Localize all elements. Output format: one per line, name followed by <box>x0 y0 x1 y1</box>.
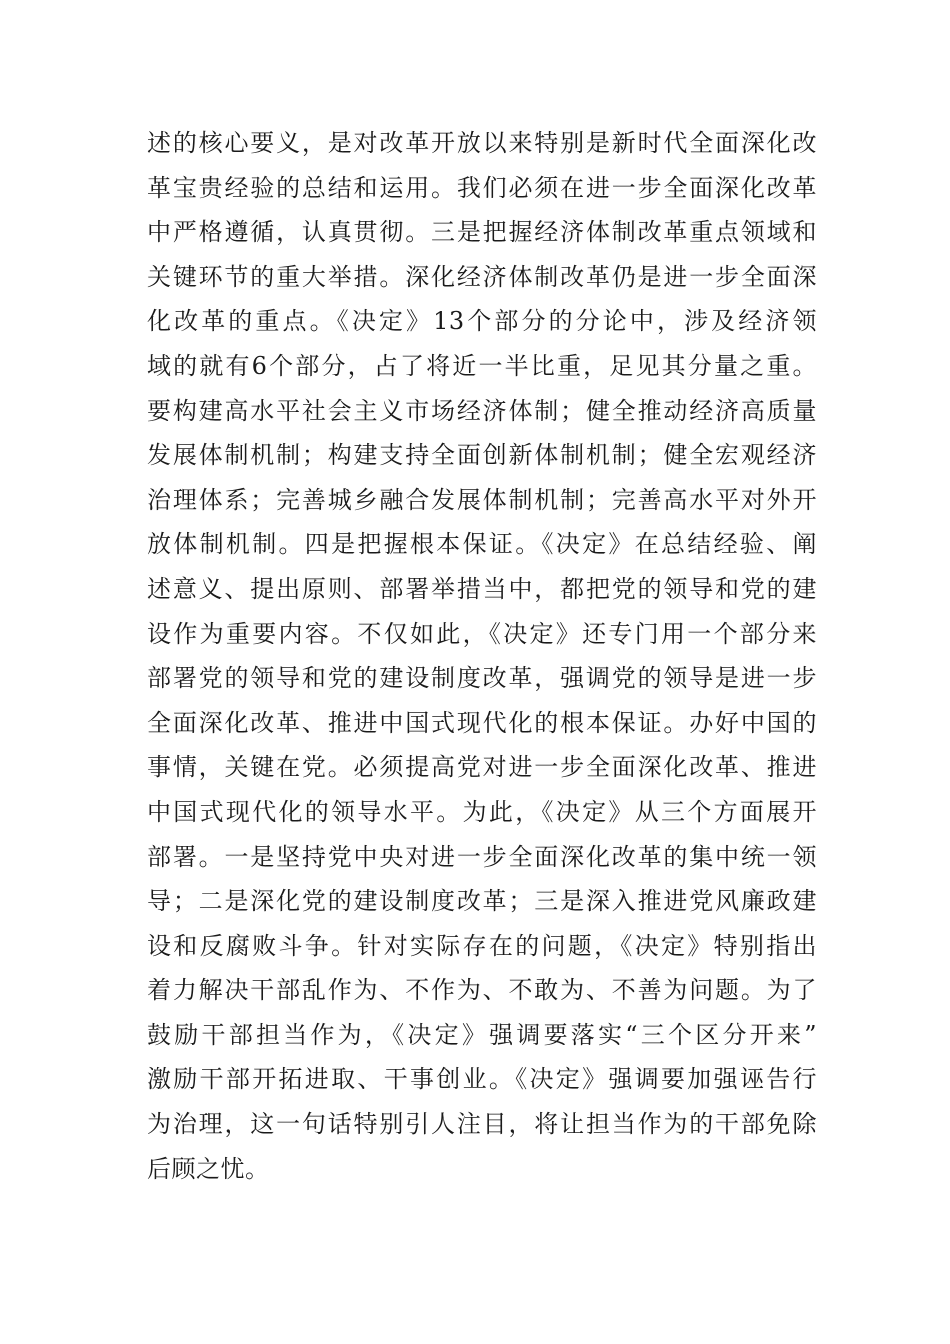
paragraph-line: 中国式现代化的领导水平。为此，《决定》从三个方面展开 <box>147 797 817 826</box>
paragraph-line: 述意义、提出原则、部署举措当中，都把党的领导和党的建 <box>147 574 817 603</box>
body-paragraph <box>147 121 817 1191</box>
paragraph-line: 设和反腐败斗争。针对实际存在的问题，《决定》特别指出 <box>147 931 817 960</box>
paragraph-line: 述的核心要义，是对改革开放以来特别是新时代全面深化改 <box>147 129 817 157</box>
paragraph-line: 部署。一是坚持党中央对进一步全面深化改革的集中统一领 <box>147 842 817 871</box>
paragraph-line: 鼓励干部担当作为，《决定》强调要落实“三个区分开来” <box>147 1020 817 1049</box>
paragraph-line: 为治理，这一句话特别引人注目，将让担当作为的干部免除 <box>147 1110 817 1139</box>
paragraph-line: 事情，关键在党。必须提高党对进一步全面深化改革、推进 <box>147 753 817 782</box>
paragraph-line: 激励干部开拓进取、干事创业。《决定》强调要加强诬告行 <box>147 1065 817 1094</box>
paragraph-line: 后顾之忧。 <box>147 1154 270 1183</box>
paragraph-line: 导；二是深化党的建设制度改革；三是深入推进党风廉政建 <box>147 887 817 916</box>
paragraph-line: 发展体制机制；构建支持全面创新体制机制；健全宏观经济 <box>147 441 817 470</box>
paragraph-line: 中严格遵循，认真贯彻。三是把握经济体制改革重点领域和 <box>147 218 817 247</box>
paragraph-line: 化改革的重点。《决定》13个部分的分论中，涉及经济领 <box>147 307 817 336</box>
paragraph-line: 域的就有6个部分，占了将近一半比重，足见其分量之重。 <box>147 351 817 380</box>
paragraph-line: 设作为重要内容。不仅如此，《决定》还专门用一个部分来 <box>147 619 817 648</box>
paragraph-line: 治理体系；完善城乡融合发展体制机制；完善高水平对外开 <box>147 485 817 514</box>
paragraph-line: 关键环节的重大举措。深化经济体制改革仍是进一步全面深 <box>147 262 817 291</box>
paragraph-line: 着力解决干部乱作为、不作为、不敢为、不善为问题。为了 <box>147 976 817 1005</box>
paragraph-line: 革宝贵经验的总结和运用。我们必须在进一步全面深化改革 <box>147 173 817 202</box>
paragraph-line: 要构建高水平社会主义市场经济体制；健全推动经济高质量 <box>147 396 817 425</box>
paragraph-line: 部署党的领导和党的建设制度改革，强调党的领导是进一步 <box>147 664 817 693</box>
paragraph-line: 放体制机制。四是把握根本保证。《决定》在总结经验、阐 <box>147 530 817 559</box>
paragraph-line: 全面深化改革、推进中国式现代化的根本保证。办好中国的 <box>147 708 817 737</box>
